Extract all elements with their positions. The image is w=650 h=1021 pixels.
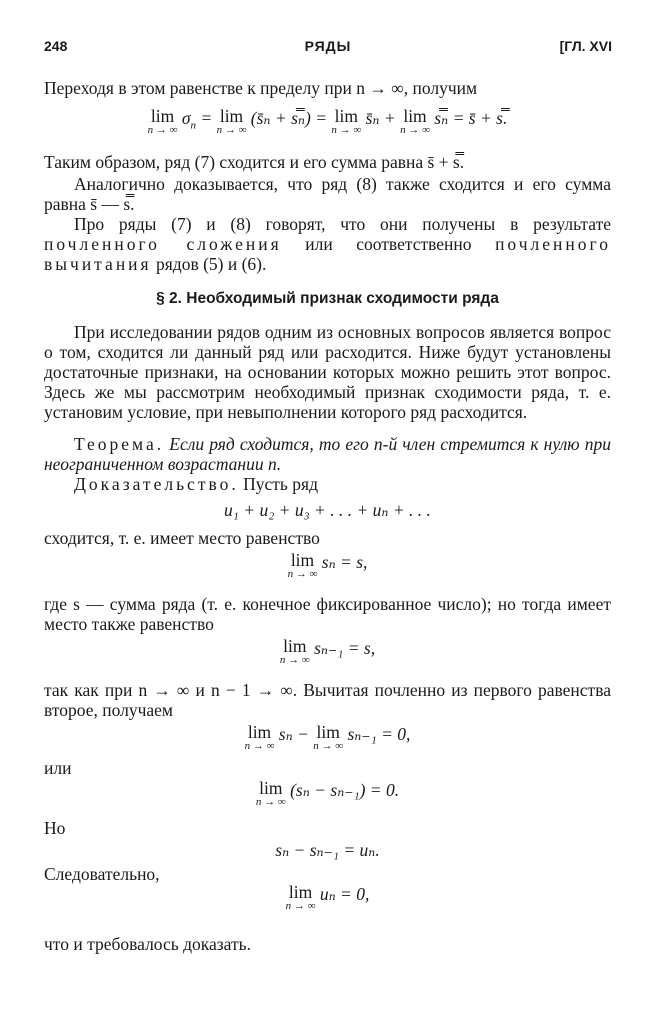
lim-operator: lim n → ∞ <box>331 106 362 136</box>
term-subtraction: почленного вычитания <box>44 234 611 274</box>
page-header <box>44 38 612 60</box>
term-addition: почленного сложения <box>44 234 282 254</box>
lim-operator: lim n → ∞ <box>400 106 430 136</box>
paragraph-converges: сходится, т. е. имеет место равенство <box>44 528 320 548</box>
formula-term-equality: sₙ − sₙ₋₁ = uₙ. <box>275 840 380 860</box>
chapter-label: [ГЛ. XVI <box>559 38 612 54</box>
formula-limit-s-prev: lim n → ∞ sₙ₋₁ = s, <box>279 636 376 666</box>
lim-operator: lim n → ∞ <box>287 550 318 580</box>
formula-limit-term: lim n → ∞ uₙ = 0, <box>285 882 370 912</box>
formula-term: (s̄ₙ + s̿ₙ) = <box>250 108 328 128</box>
paragraph-subtract: так как при n → ∞ и n − 1 → ∞. Вычитая почленно из первого равенства второе, получаем <box>44 680 611 720</box>
paragraph-conclusion-sum: Таким образом, ряд (7) сходится и его сумма равна s̄ + s̿. <box>44 152 465 172</box>
formula-term: σ <box>181 108 191 128</box>
formula-series: u₁ + u₂ + u₃ + . . . + uₙ + . . . <box>224 500 431 520</box>
formula-limit-difference: lim n → ∞ (sₙ − sₙ₋₁) = 0. <box>255 778 400 808</box>
text-qed: что и требовалось доказать. <box>44 934 252 954</box>
theorem-label: Теорема. <box>74 434 165 454</box>
theorem-statement: Если ряд сходится, то его n-й член стремится к нулю при неограниченном возрастании n. <box>44 434 611 474</box>
text-therefore: Следовательно, <box>44 864 160 884</box>
paragraph-difference: Аналогично доказывается, что ряд (8) также сходится и его сумма равна s̄ — s̿. <box>44 174 611 214</box>
formula-difference-limits: lim n → ∞ sₙ − lim n → ∞ sₙ₋₁ = 0, <box>244 722 411 752</box>
paragraph-limit-intro: Переходя в этом равенстве к пределу при n → ∞, получим <box>44 78 478 98</box>
proof-intro: Доказательство. Пусть ряд <box>74 474 318 494</box>
formula-limit-sum: lim n → ∞ $\sigma_n = \lim$ n → ∞ (s̄ₙ + s̿ₙ) = lim n → ∞ s̄ₙ + lim n → ∞ s̿ₙ = s̄ + s̿. <box>147 106 508 136</box>
lim-operator: lim n → ∞ <box>313 722 344 752</box>
lim-operator: lim n → ∞ <box>255 778 286 808</box>
lim-operator: lim n → ∞ <box>285 882 316 912</box>
page-number: 248 <box>44 38 68 54</box>
theorem-block <box>44 434 611 474</box>
section-heading: § 2. Необходимый признак сходимости ряда <box>156 290 499 307</box>
proof-label: Доказательство. <box>74 474 239 494</box>
lim-operator: lim n → ∞ <box>244 722 275 752</box>
text-or: или <box>44 758 72 778</box>
paragraph-necessary-condition: При исследовании рядов одним из основных вопросов является вопрос о том, сходится ли данный ряд или расходится. Ниже будут установлены достаточные признаки, на основании которых можно решить этот вопрос. Здесь же мы рассмотрим необходимый признак сходимости ряда, т. е. установим условие, при невыполнении которого ряд расходится. <box>44 322 611 422</box>
formula-term: s̿ₙ = s̄ + s̿. <box>434 108 508 128</box>
running-title: РЯДЫ <box>304 38 352 54</box>
lim-operator: lim n → ∞ <box>147 106 178 136</box>
lim-operator: lim n → ∞ <box>216 106 247 136</box>
paragraph-termwise: Про ряды (7) и (8) говорят, что они получены в результате почленного сложения или соответственно почленного вычитания рядов (5) и (6). <box>44 214 611 274</box>
formula-term: s̄ₙ + <box>365 108 396 128</box>
lim-operator: lim n → ∞ <box>279 636 310 666</box>
text-but: Но <box>44 818 66 838</box>
paragraph-sum-definition: где s — сумма ряда (т. е. конечное фиксированное число); но тогда имеет место также равенство <box>44 594 611 634</box>
formula-limit-s: lim n → ∞ sₙ = s, <box>287 550 368 580</box>
